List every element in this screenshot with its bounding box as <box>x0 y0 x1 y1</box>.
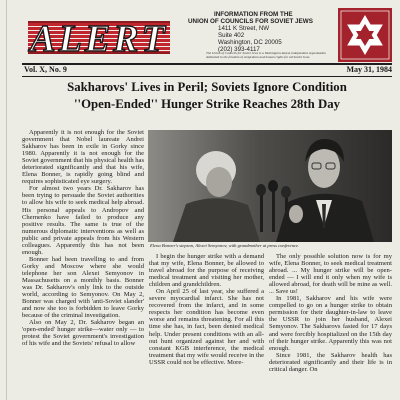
page-edge <box>6 0 7 400</box>
paragraph: Apparently it is not enough for the Soviet government that Nobel laureate Andrei Sakharov has been in exile in Gorky since 1980. Apparently it is not enough for the Soviet government that his physical health has deteriorated significantly and that his wife, Elena Bonner, is rapidly going blind and requires sophisticated eye surgery. <box>22 129 144 186</box>
article-column-right <box>269 253 392 400</box>
issue-volume: Vol. X, No. 9 <box>24 65 67 74</box>
article-column-middle <box>149 253 264 400</box>
paragraph: Since 1981, the Sakharov health has deteriorated significantly and their life is in critical danger. On <box>269 351 392 373</box>
alert-logo <box>28 18 170 60</box>
logo-text: ALERT <box>30 18 168 60</box>
mission-statement: The Union of Councils for Soviet Jews is a Washington-based, independent organization dedicated to the freedom of emigration and human rights for all Soviet Jews. <box>206 51 326 60</box>
paragraph: For almost two years Dr. Sakharov has been trying to persuade the Soviet authorities to allow his wife to seek medical help abroad. His personal appeals to Andropov and Chernenko have failed to produce any positive results. The same is true of the numerous diplomatic interventions as well as public and private appeals from his Western colleagues. Apparently this has not been enough. <box>22 185 144 256</box>
issue-rule <box>22 76 392 77</box>
address-street: 1411 K Street, NW <box>218 25 270 32</box>
address-suite: Suite 402 <box>218 32 245 39</box>
paragraph: I begin the hunger strike with a demand that my wife, Elena Bonner, be allowed to travel abroad for the purpose of receiving medical treatment and visiting her mother, children and grandchildren. <box>149 253 264 289</box>
issue-date: May 31, 1984 <box>346 65 392 74</box>
article-column-left <box>22 129 144 400</box>
masthead-rule <box>22 63 392 65</box>
photo-caption: Elena Bonner's stepson, Alexei Semyonov, with grandmother at press conference. <box>150 243 300 248</box>
paragraph: In 1981, Sakharov and his wife were compelled to go on a hunger strike to obtain permission for their daughter-in-law to leave the USSR to join her husband, Alexei Semyonov. The Sakharovs fasted for 17 days and were forcibly hospitalized on the 15th day of their hunger strike. Apparently this was not enough. <box>269 295 392 352</box>
paragraph: Bonner had been travelling to and from Gorky and Moscow where she would telephone her son Alexei Semyonov in Massachusetts on a monthly basis. Bonner was Dr. Sakharov's only link to the outside world, according to Semyonov. On May 2, Bonner was charged with 'anti-Soviet slander' and now she too is forbidden to leave Gorky because of the criminal investigation. <box>22 255 144 320</box>
headline-line-2: ''Open-Ended'' Hunger Strike Reaches 28th Day <box>73 97 341 111</box>
headline-line-1: Sakharovs' Lives in Peril; Soviets Ignore Condition <box>67 80 347 94</box>
phone-number: (202) 393-4117 <box>218 46 260 53</box>
address-city: Washington, DC 20005 <box>218 39 282 46</box>
paragraph: The only possible solution now is for my wife, Elena Bonner, to seek medical treatment abroad. ... My hunger strike will be open-ended — I will end it only when my wife is allowed abroad, for death will be mine as well. ... Save us! <box>269 253 392 296</box>
info-line-2: UNION OF COUNCILS FOR SOVIET JEWS <box>188 18 313 25</box>
star-of-david-icon <box>338 8 392 62</box>
press-conference-photo <box>148 130 392 242</box>
paragraph: Also on May 2, Dr. Sakharov began an 'open-ended' hunger strike—water only — to protest the Soviet government's investigation of his wife and the Soviets' refusal to allow <box>22 319 144 348</box>
paragraph: On April 25 of last year, she suffered a severe myocardial infarct. She has not recovered from the infarct, and in some respects her condition has become even worse and remains threatening. For all this time she has, in fact, been denied medical help. Under present conditions with an all-out hunt organized against her and with constant KGB interference, the medical treatment that my wife would receive in the USSR could not be effective. More- <box>149 288 264 366</box>
info-line-1: INFORMATION FROM THE <box>214 11 293 18</box>
